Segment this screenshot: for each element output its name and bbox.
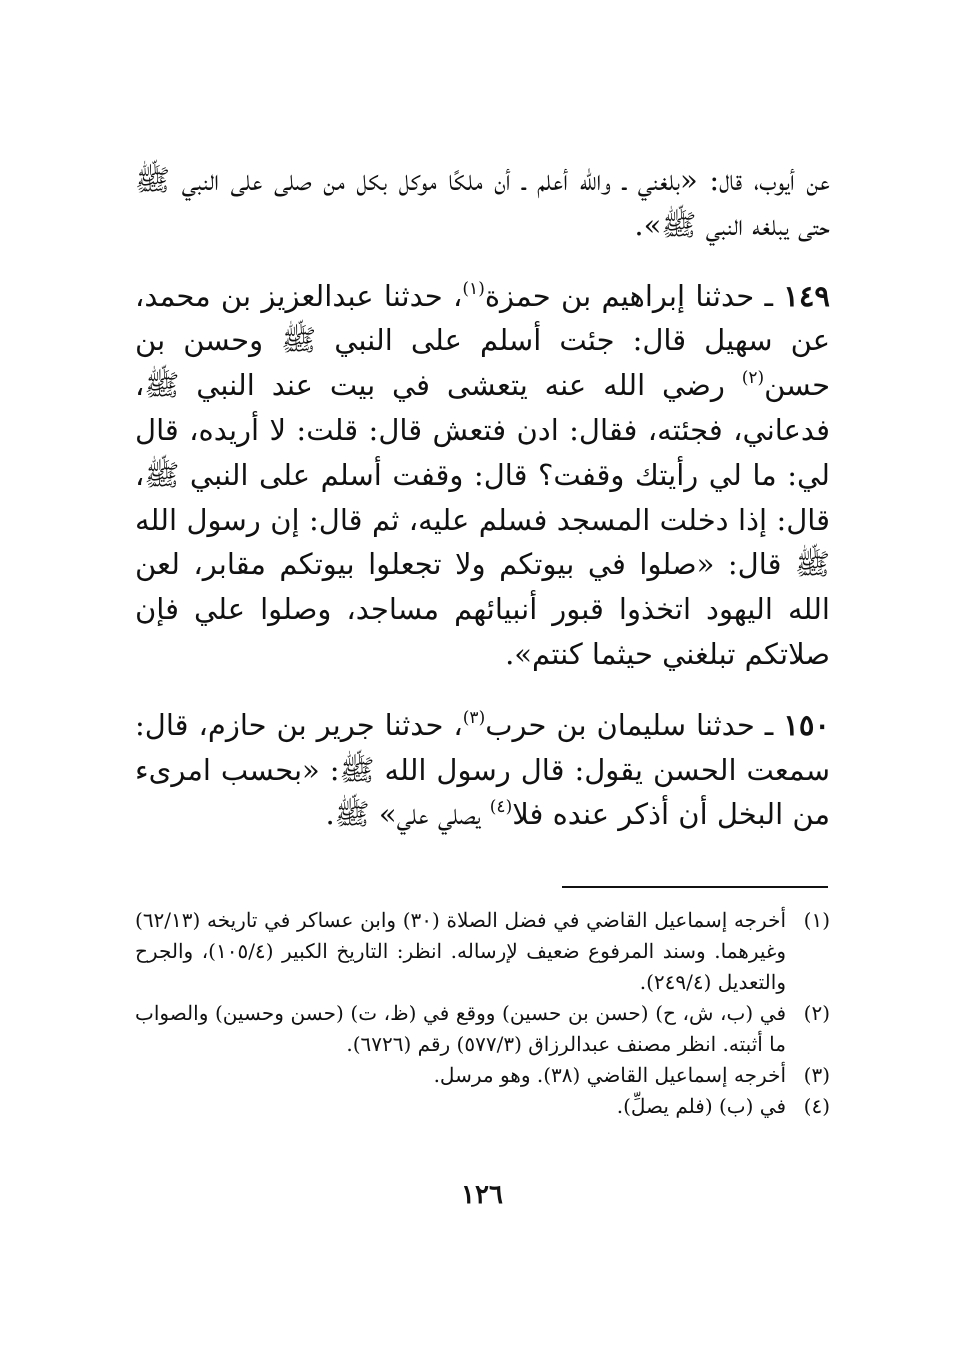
footnote-separator	[562, 886, 828, 888]
paragraph-149-text	[135, 274, 830, 677]
footnote-text: في (ب) (فلم يصلِّ).	[616, 1094, 786, 1118]
paragraph-149-part2: ، حدثنا عبدالعزيز بن محمد، عن سهيل قال: جئت أسلم على النبي ﷺ وحسن بن حسن	[135, 278, 830, 403]
main-text	[135, 158, 830, 863]
footnote-mark: (٣)	[803, 1063, 830, 1087]
footnotes	[135, 905, 830, 1122]
paragraph-1-text: عن أيوب، قال: «بلغني ـ والله أعلم ـ أن ملكًا موكل بكل من صلى على النبي ﷺ حتى يبلغه النبي ﷺ».	[135, 163, 830, 242]
paragraph-1	[135, 158, 830, 248]
hadith-number-150: ١٥٠	[783, 707, 831, 742]
footnote-text: أخرجه إسماعيل القاضي (٣٨). وهو مرسل.	[433, 1063, 786, 1087]
paragraph-150-part2: ، حدثنا جرير بن حازم، قال: سمعت الحسن يقول: قال رسول الله ﷺ: «بحسب امرىء من البخل أن أذكر عنده فلا	[135, 707, 830, 832]
footnote-ref-1[interactable]: (١)	[462, 278, 485, 299]
paragraph-149-part1: ـ حدثنا إبراهيم بن حمزة	[484, 278, 773, 313]
page-number: ١٢٦	[461, 1180, 503, 1210]
paragraph-150-text	[135, 703, 830, 837]
footnote-text: أخرجه إسماعيل القاضي في فضل الصلاة (٣٠) وابن عساكر في تاريخه (٦٢/١٣) وغيرهما. وسند المرفوع ضعيف لإرساله. انظر: التاريخ الكبير (١٠٥/٤)، والجرح والتعديل (٢٤٩/٤).	[135, 908, 787, 994]
footnote-mark: (٢)	[803, 1001, 830, 1025]
footnote-ref-2[interactable]: (٢)	[741, 368, 765, 389]
footnote-ref-3[interactable]: (٣)	[462, 707, 486, 728]
footnote-1	[135, 905, 830, 998]
footnote-2	[135, 998, 830, 1060]
paragraph-150-part1: ـ حدثنا سليمان بن حرب	[485, 707, 774, 742]
hadith-number-149: ١٤٩	[783, 278, 830, 313]
footnote-mark: (١)	[803, 908, 830, 932]
paragraph-150	[135, 703, 830, 837]
paragraph-150-part3: يصلي علي» ﷺ.	[325, 797, 490, 832]
footnote-4	[135, 1091, 830, 1122]
footnote-ref-4[interactable]: (٤)	[489, 797, 513, 818]
footnote-mark: (٤)	[803, 1094, 830, 1118]
footnote-3	[135, 1060, 830, 1091]
paragraph-149	[135, 274, 830, 677]
paragraph-149-part3: رضي الله عنه يتعشى في بيت عند النبي ﷺ، فدعاني، فجئته، فقال: ادن فتعش قال: قلت: لا أريده، قال لي: ما لي رأيتك وقفت؟ قال: وقفت أسلم على النبي ﷺ، قال: إذا دخلت المسجد فسلم عليه، ثم قال: إن رسول الله ﷺ قال: «صلوا في بيوتكم ولا تجعلوا بيوتكم مقابر، لعن الله اليهود اتخذوا قبور أنبيائهم مساجد، وصلوا علي فإن صلاتكم تبلغني حيثما كنتم».	[135, 368, 830, 671]
footnote-text: في (ب، ش، ح) (حسن بن حسين) ووقع في (ظ، ت) (حسن وحسين) والصواب ما أثبته. انظر مصنف عبدالرزاق (٥٧٧/٣) رقم (٦٧٢٦).	[135, 1001, 786, 1056]
